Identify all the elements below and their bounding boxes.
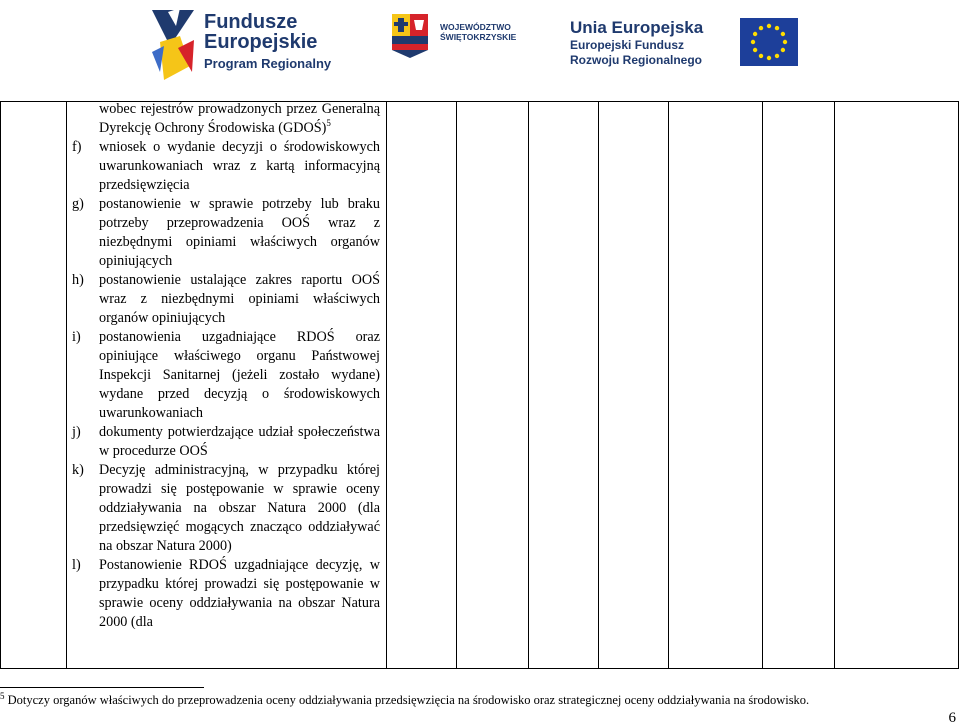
table-col-border xyxy=(528,101,529,669)
unia-line2: Europejski Fundusz xyxy=(570,38,685,52)
list-item-text: postanowienia uzgadniające RDOŚ oraz opiniujące właściwego organu Państwowej Inspekcji Sanitarnej (jeżeli zostało wydane) wydane przed decyzją o środowiskowych uwarunkowaniach xyxy=(99,329,380,421)
list-item-label: j) xyxy=(72,424,81,440)
footnote-text: Dotyczy organów właściwych do przeprowadzenia oceny oddziaływania przedsięwzięcia na środowisko oraz strategicznej oceny oddziaływania na środowisko. xyxy=(7,693,810,707)
list-item-label: i) xyxy=(72,329,81,345)
list-item-text: postanowienie ustalające zakres raportu OOŚ wraz z niezbędnymi opiniami właściwych organów opiniujących xyxy=(99,272,380,326)
list-item-label: l) xyxy=(72,557,81,573)
list-item-text: postanowienie w sprawie potrzeby lub braku potrzeby przeprowadzenia OOŚ wraz z niezbędnymi opiniami właściwych organów opiniujących xyxy=(99,196,380,269)
list-item-label: g) xyxy=(72,196,84,212)
list-item xyxy=(72,271,380,328)
wojewodztwo-line2: ŚWIĘTOKRZYSKIE xyxy=(440,32,517,42)
list-item xyxy=(72,423,380,461)
table-bottom-border xyxy=(0,668,959,669)
fundusze-line3: Program Regionalny xyxy=(204,56,332,71)
table-col-border xyxy=(66,101,67,669)
footnote-separator xyxy=(0,687,204,688)
table-col-border xyxy=(0,101,1,669)
document-list xyxy=(72,100,380,632)
list-item xyxy=(72,461,380,556)
list-item-text: dokumenty potwierdzające udział społeczeństwa w procedurze OOŚ xyxy=(99,424,380,459)
list-item-label: h) xyxy=(72,272,84,288)
continuation-text: wobec rejestrów prowadzonych przez Generalną Dyrekcję Ochrony Środowiska (GDOŚ)$^5$ xyxy=(99,101,380,136)
fundusze-line2: Europejskie xyxy=(204,31,318,53)
table-col-border xyxy=(762,101,763,669)
table-col-border xyxy=(668,101,669,669)
footnote xyxy=(0,692,809,708)
eu-flag-icon xyxy=(740,18,798,66)
unia-line1: Unia Europejska xyxy=(570,18,704,37)
unia-line3: Rozwoju Regionalnego xyxy=(570,53,702,67)
list-item xyxy=(72,195,380,271)
list-item-text: wniosek o wydanie decyzji o środowiskowych uwarunkowaniach wraz z kartą informacyjną przedsięwzięcia xyxy=(99,139,380,193)
wojewodztwo-line1: WOJEWÓDZTWO xyxy=(440,22,511,32)
list-item xyxy=(72,328,380,423)
fundusze-europejskie-text xyxy=(204,12,331,74)
table-col-border xyxy=(386,101,387,669)
list-item-text: Postanowienie RDOŚ uzgadniające decyzję, w przypadku której prowadzi się postępowanie w sprawie oceny oddziaływania na obszar Natura 2000 (dla xyxy=(99,557,380,630)
logo-bar xyxy=(0,0,959,90)
wojewodztwo-text xyxy=(440,22,516,42)
page-number: 6 xyxy=(948,710,956,726)
list-item xyxy=(72,138,380,195)
list-item-label: k) xyxy=(72,462,84,478)
footnote-ref: 5 xyxy=(326,118,331,128)
unia-europejska-text xyxy=(570,18,703,68)
table-col-border xyxy=(834,101,835,669)
list-item-text: Decyzję administracyjną, w przypadku której prowadzi się postępowanie w sprawie oceny oddziaływania na obszar Natura 2000 (dla przedsięwzięć mogących znacząco oddziaływać na obszar Natura 2000) xyxy=(99,462,380,554)
fundusze-line1: Fundusze xyxy=(204,11,298,33)
table-col-border xyxy=(598,101,599,669)
footnote-number: 5 xyxy=(0,691,5,701)
list-item-label: f) xyxy=(72,139,82,155)
list-item xyxy=(72,556,380,632)
table-col-border xyxy=(456,101,457,669)
